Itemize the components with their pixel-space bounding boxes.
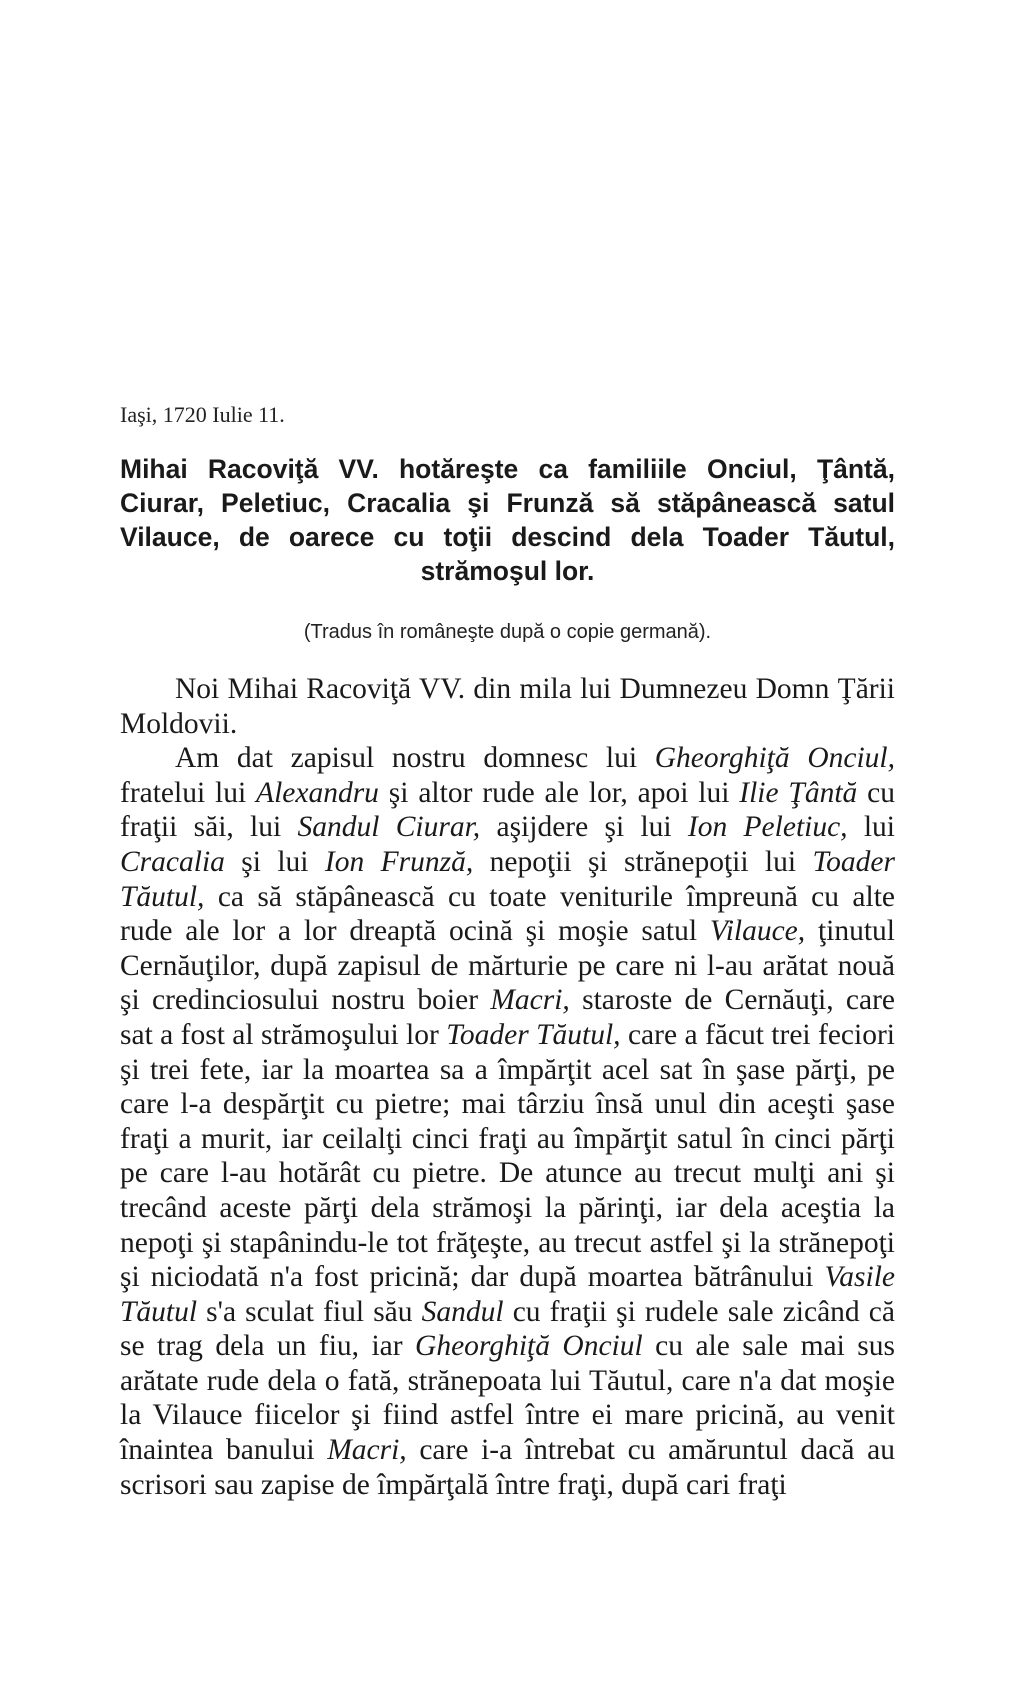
text-span: Am dat zapisul nostru domnesc lui (175, 742, 655, 775)
name-toader-tautul: Toader Tăutul, (120, 845, 895, 913)
text-span: care i-a întrebat cu amăruntul dacă au scrisori sau zapise de împărţală între fraţi, după cari fraţi (120, 1434, 895, 1501)
text-span: cu fraţii săi, lui (120, 776, 896, 844)
text-span: s'a sculat fiul său (197, 1295, 422, 1328)
text-span: aşijdere şi lui (480, 811, 688, 844)
text-span: cu ale sale mai sus arătate rude dela o fată, strănepoata lui Tăutul, care n'a dat moşie la Vilauce fiicelor şi fiind astfel între ei mare pricină, au venit înaintea banului (120, 1330, 895, 1467)
text-span: staroste de Cernăuţi, care sat a fost al strămoşului lor (120, 984, 895, 1051)
name-macri: Macri, (327, 1434, 407, 1467)
intitulatio-paragraph: Noi Mihai Racoviţă VV. din mila lui Dumnezeu Domn Ţării Moldovii. (120, 673, 895, 740)
text-span: care a făcut trei feciori şi trei fete, iar la moartea sa a împărţit acel sat în şase părţi, pe care l-a despărţit cu pietre; mai târziu însă unul din aceşti şase fraţi a murit, iar ceilalţi cinci fraţi au împărţit satul în cinci părţi pe care l-au hotărât cu pietre. De atunce au trecut mulţi ani şi trecând aceste părţi dela strămoşi la părinţi, iar dela aceştia la nepoţi şi stapânindu-le tot frăţeşte, au trecut astfel şi la strănepoţi şi niciodată n'a fost pricină; dar după moartea bătrânului (120, 1018, 895, 1294)
document-body (120, 672, 895, 1502)
text-span: fratelui lui (120, 776, 257, 809)
text-span: şi altor rude ale lor, apoi lui (378, 776, 740, 809)
text-span: ţinutul Cernăuţilor, după zapisul de mărturie pe care ni l-au arătat nouă şi credinciosului nostru boier (120, 915, 895, 1017)
text-span: lui (847, 811, 895, 844)
name-alexandru: Alexandru (256, 776, 379, 809)
name-gheorghita-onciul: Gheorghiţă Onciul, (654, 742, 895, 775)
name-sandul-ciurar: Sandul Ciurar, (297, 811, 481, 844)
translation-note: (Tradus în româneşte după o copie germană). (303, 621, 712, 643)
name-cracalia: Cracalia (120, 845, 225, 878)
document-content (120, 400, 895, 1502)
name-ion-frunza: Ion Frunză, (324, 845, 474, 878)
text-span: ca să stăpânească cu toate veniturile împreună cu alte rude ale lor a lor dreaptă ocină şi moşie satul (120, 880, 895, 948)
name-ion-peletiuc: Ion Peletiuc, (687, 811, 848, 844)
name-ilie-tanta: Ilie Ţântă (739, 776, 858, 809)
main-paragraph (120, 741, 895, 1502)
document-summary: Mihai Racoviţă VV. hotăreşte ca familiile Onciul, Ţântă, Ciurar, Peletiuc, Cracalia şi Frunză să stăpânească satul Vilauce, de oarece cu toţii descind dela Toader Tăutul, strămoşul lor. (120, 454, 895, 586)
name-vasile-tautul: Vasile Tăutul (120, 1261, 895, 1328)
name-sandul: Sandul (421, 1295, 504, 1328)
text-span: cu fraţii şi rudele sale zicând că se trag dela un fiu, iar (120, 1295, 895, 1363)
name-toader-tautul: Toader Tăutul, (446, 1018, 621, 1051)
text-span: şi lui (224, 845, 325, 878)
name-gheorghita-onciul: Gheorghiţă Onciul (415, 1330, 643, 1363)
dateline: Iaşi, 1720 Iulie 11. (120, 402, 285, 427)
place-vilauce: Vilauce, (709, 915, 806, 948)
text-span: nepoţii şi strănepoţii lui (473, 845, 813, 878)
name-macri: Macri, (490, 984, 570, 1017)
